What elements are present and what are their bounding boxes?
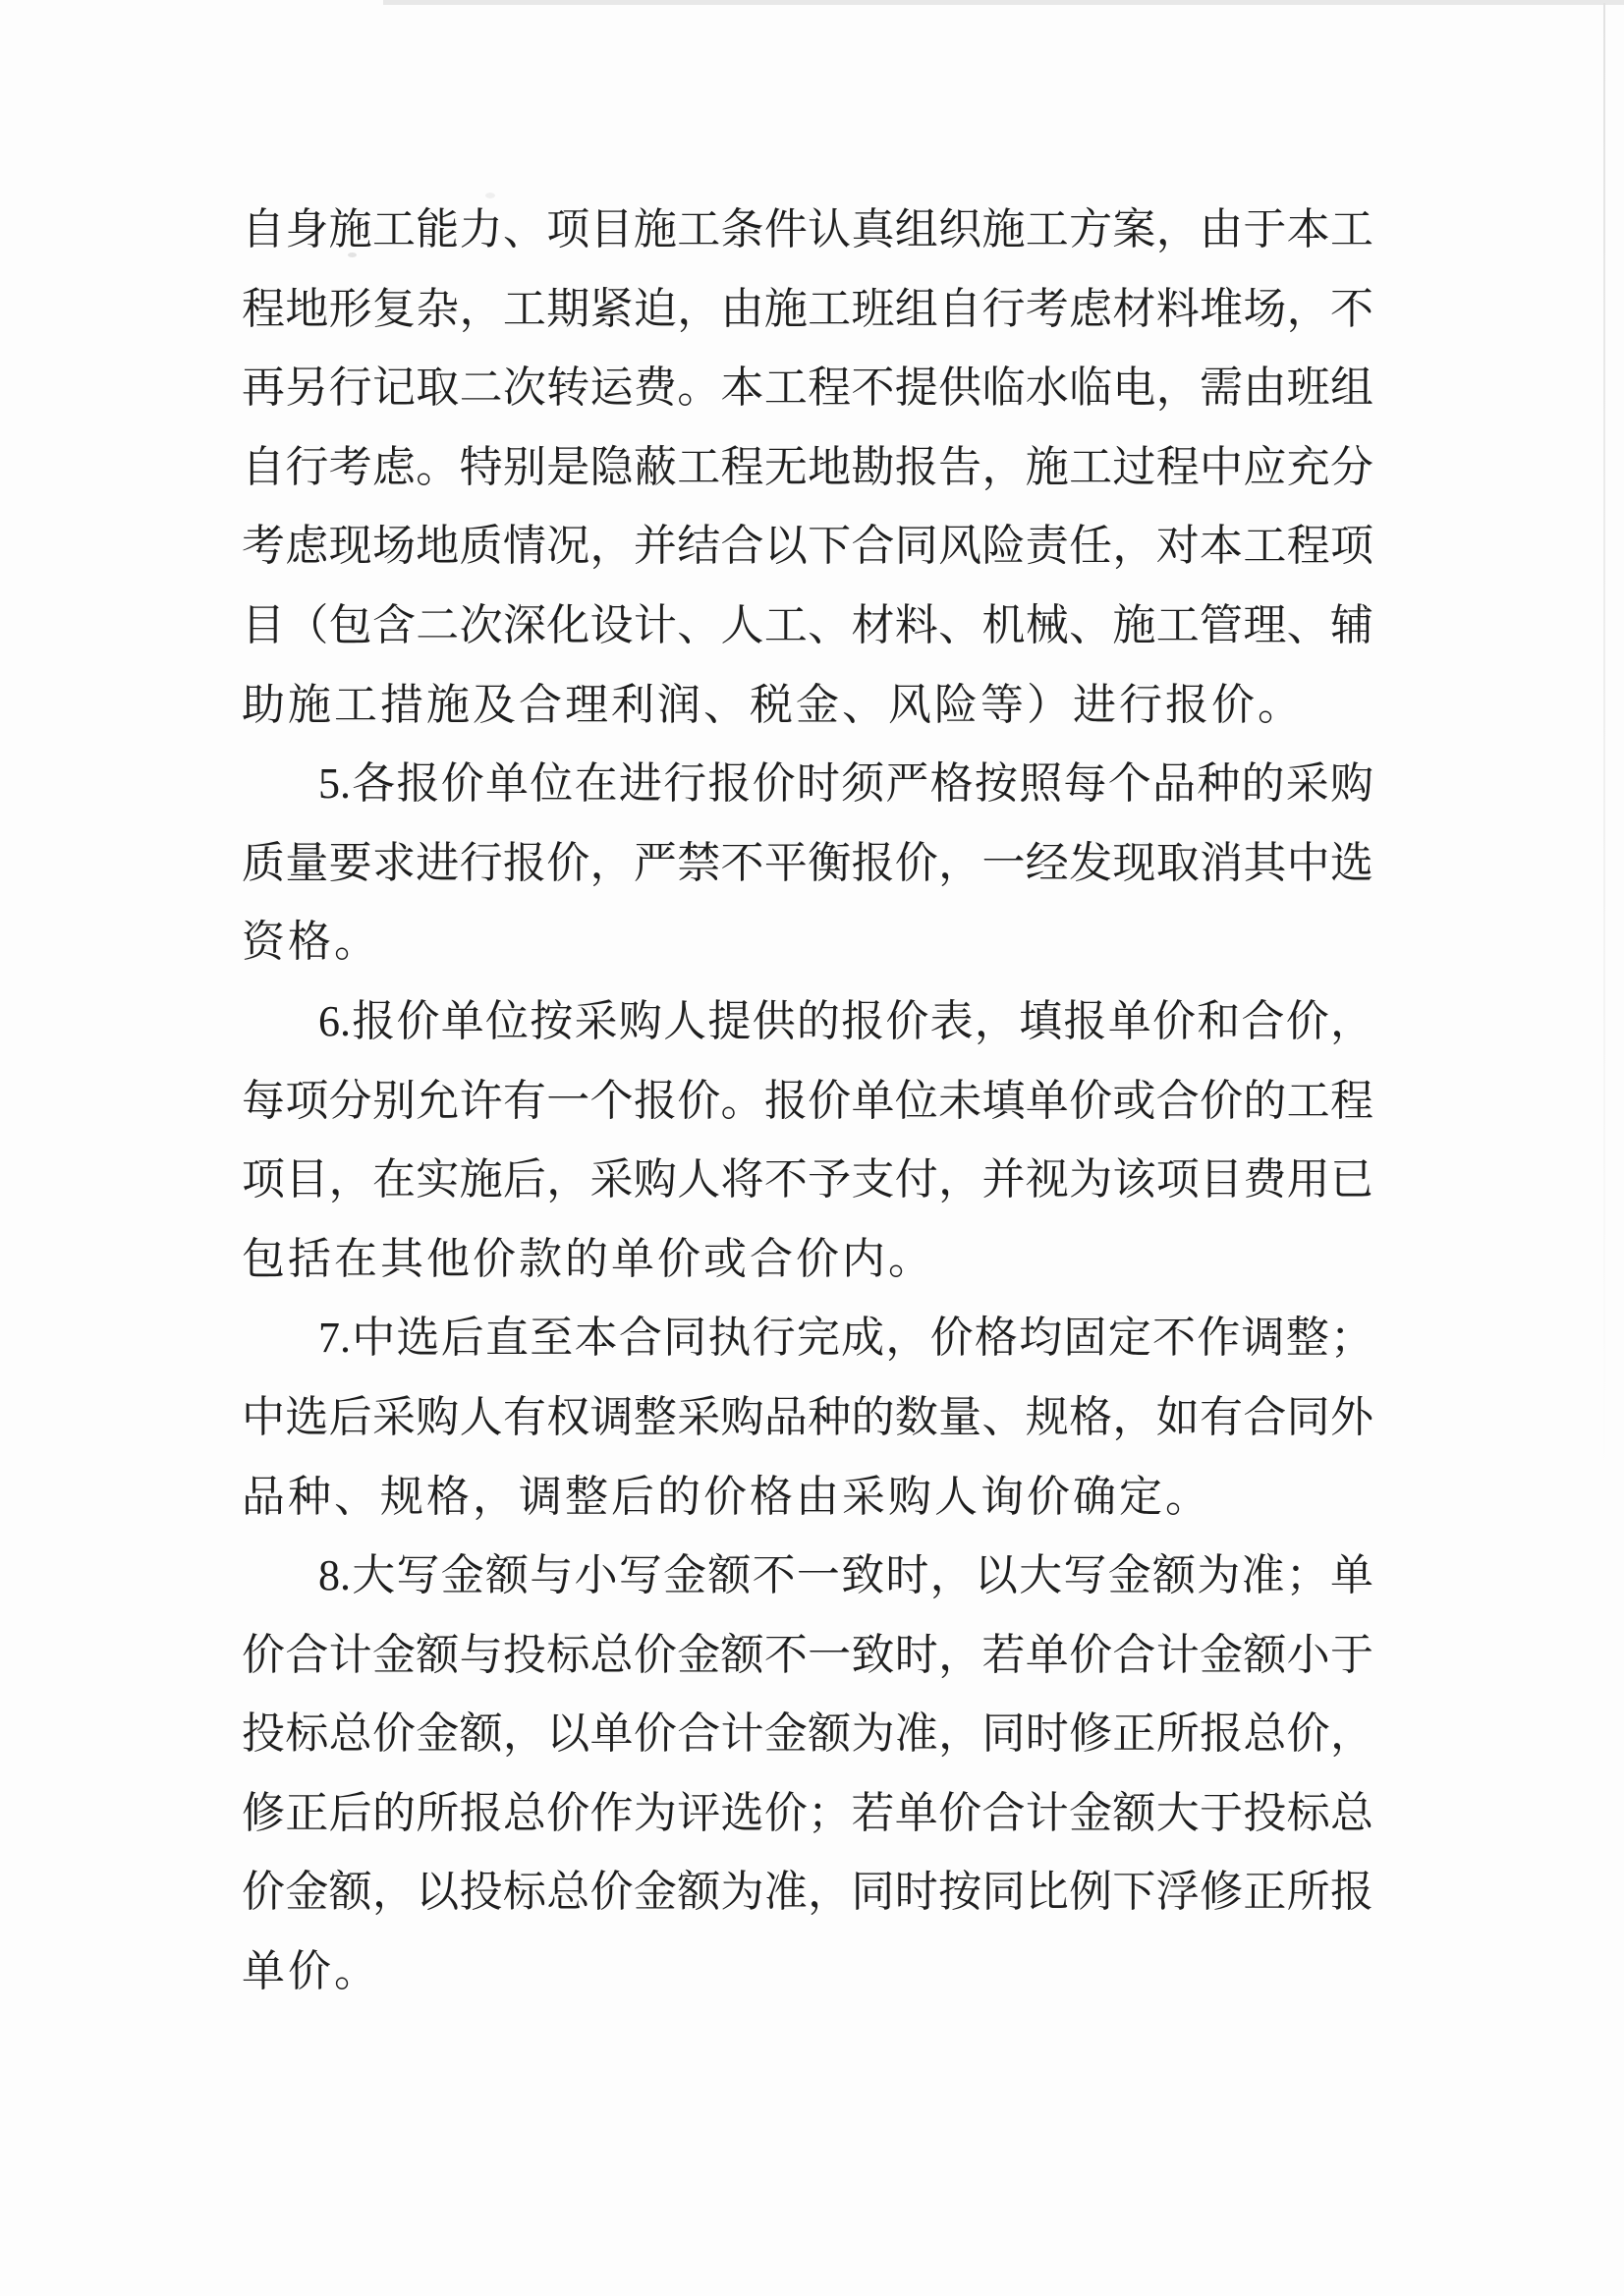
text-line: 每项分别允许有一个报价。报价单位未填单价或合价的工程 (242, 1076, 1373, 1125)
text-line: 自行考虑。特别是隐蔽工程无地勘报告，施工过程中应充分 (242, 442, 1373, 491)
text-line: 8.大写金额与小写金额不一致时，以大写金额为准；单 (318, 1551, 1373, 1600)
text-line: 7.中选后直至本合同执行完成，价格均固定不作调整； (318, 1314, 1373, 1363)
text-line: 自身施工能力、项目施工条件认真组织施工方案，由于本工 (242, 205, 1373, 253)
text-line: 再另行记取二次转运费。本工程不提供临水临电，需由班组 (242, 364, 1373, 413)
text-line: 价合计金额与投标总价金额不一致时，若单价合计金额小于 (242, 1630, 1373, 1679)
scan-artifact (1603, 3, 1605, 1477)
text-line: 价金额，以投标总价金额为准，同时按同比例下浮修正所报 (242, 1868, 1373, 1917)
text-line: 助施工措施及合理利润、税金、风险等）进行报价。 (242, 680, 1304, 729)
text-line: 项目，在实施后，采购人将不予支付，并视为该项目费用已 (242, 1155, 1373, 1204)
text-line: 修正后的所报总价作为评选价；若单价合计金额大于投标总 (242, 1788, 1373, 1837)
body-text (242, 191, 1373, 2012)
text-line: 6.报价单位按采购人提供的报价表，填报单价和合价， (318, 996, 1373, 1045)
text-line: 中选后采购人有权调整采购品种的数量、规格，如有合同外 (242, 1392, 1373, 1441)
scan-artifact (383, 0, 1624, 5)
text-line: 单价。 (242, 1947, 380, 1996)
text-line: 程地形复杂，工期紧迫，由施工班组自行考虑材料堆场，不 (242, 284, 1373, 333)
text-line: 5.各报价单位在进行报价时须严格按照每个品种的采购 (318, 759, 1373, 809)
text-line: 投标总价金额，以单价合计金额为准，同时修正所报总价， (242, 1709, 1373, 1759)
text-line: 包括在其他价款的单价或合价内。 (242, 1234, 934, 1283)
text-line: 品种、规格，调整后的价格由采购人询价确定。 (242, 1472, 1211, 1521)
text-line: 考虑现场地质情况，并结合以下合同风险责任，对本工程项 (242, 522, 1373, 571)
text-line: 资格。 (242, 918, 380, 967)
text-line: 质量要求进行报价，严禁不平衡报价，一经发现取消其中选 (242, 838, 1373, 887)
text-line: 目（包含二次深化设计、人工、材料、机械、施工管理、辅 (242, 600, 1373, 649)
